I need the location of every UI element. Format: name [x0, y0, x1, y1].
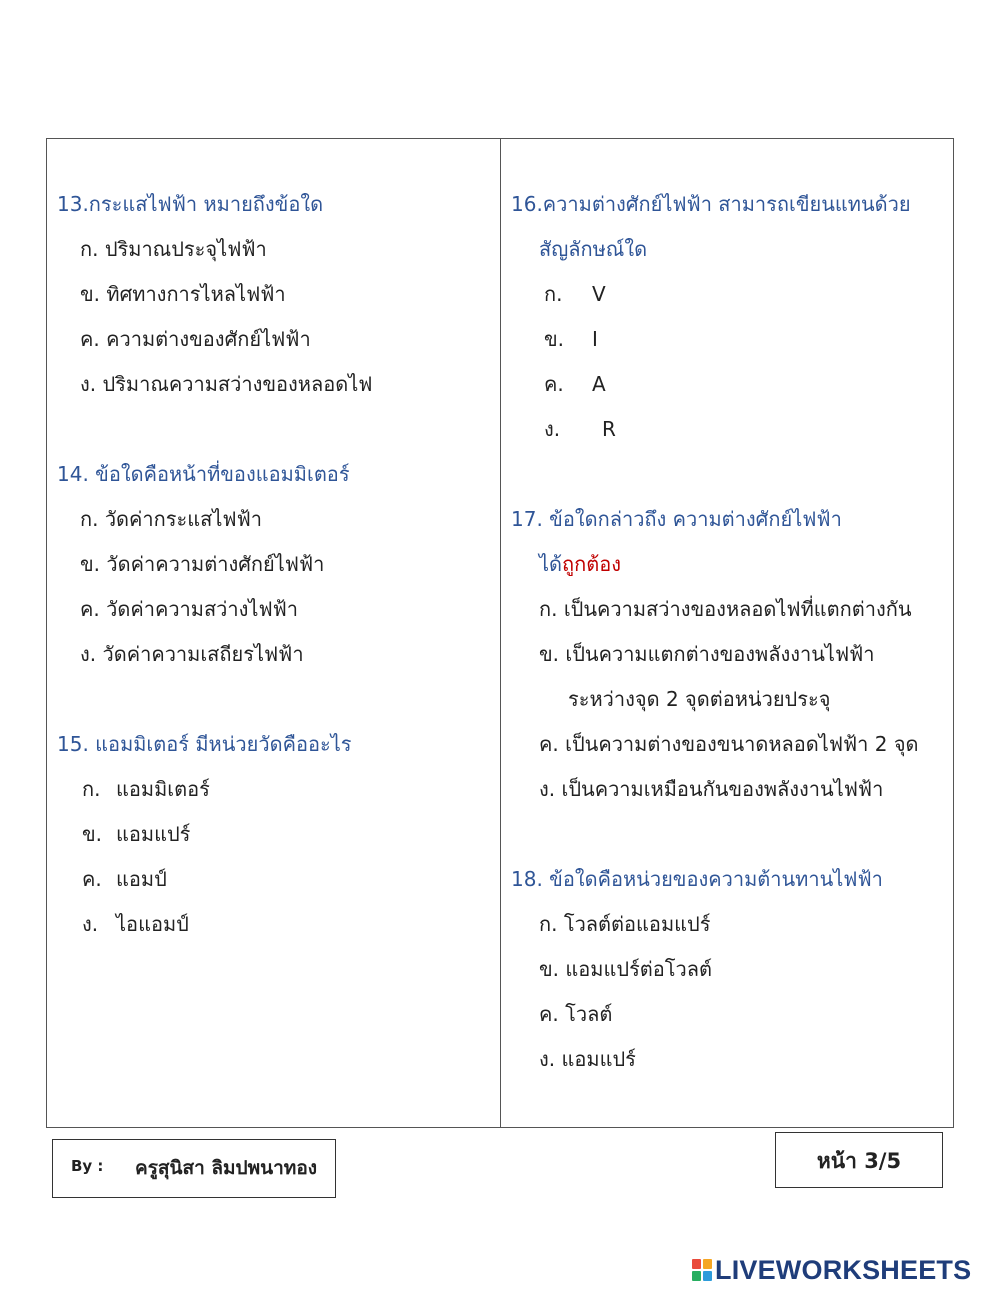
logo-square-red [692, 1259, 701, 1269]
q15-option-c[interactable] [82, 864, 167, 894]
option-letter: ค. [539, 1002, 559, 1026]
option-text: เป็นความต่างของขนาดหลอดไฟฟ้า 2 จุด [565, 732, 919, 756]
q18-option-c[interactable] [539, 999, 612, 1029]
page-number-box [775, 1132, 943, 1188]
q14-option-a[interactable] [80, 504, 262, 534]
q16-option-a[interactable] [544, 279, 606, 309]
option-text: แอมป์ [116, 867, 167, 891]
question-18: 18. ข้อใดคือหน่วยของความต้านทานไฟฟ้า [511, 867, 883, 891]
option-letter: ก. [539, 912, 558, 936]
option-letter: ค. [80, 327, 100, 351]
q16-option-c[interactable] [544, 369, 606, 399]
q15-option-b[interactable] [82, 819, 190, 849]
q17-option-b-line2: ระหว่างจุด 2 จุดต่อหน่วยประจุ [568, 687, 831, 711]
liveworksheets-icon [692, 1259, 712, 1281]
brand-name: LIVEWORKSHEETS [715, 1254, 972, 1285]
option-text: ปริมาณประจุไฟฟ้า [104, 237, 267, 261]
q13-option-a[interactable] [80, 234, 267, 264]
logo-square-yellow [703, 1259, 712, 1269]
option-letter: ค. [539, 732, 559, 756]
option-letter: ง. [539, 777, 556, 801]
option-text: ปริมาณความสว่างของหลอดไฟ [102, 372, 373, 396]
column-divider [500, 139, 501, 1127]
option-text: A [592, 372, 606, 396]
option-text: วัดค่ากระแสไฟฟ้า [104, 507, 262, 531]
q16-option-d[interactable] [544, 414, 616, 444]
option-letter: ง. [82, 912, 99, 936]
q17-option-c[interactable] [539, 729, 919, 759]
q18-option-d[interactable] [539, 1044, 636, 1074]
q17-option-d[interactable] [539, 774, 883, 804]
option-text: โวลต์ [565, 1002, 613, 1026]
option-text: แอมแปร์ต่อโวลต์ [565, 957, 713, 981]
question-17-line2 [539, 549, 621, 579]
option-text: R [602, 417, 616, 441]
page-number: หน้า 3/5 [816, 1149, 902, 1173]
q15-option-d[interactable] [82, 909, 189, 939]
option-letter: ข. [80, 552, 101, 576]
worksheet-table [46, 138, 954, 1128]
option-text: แอมมิเตอร์ [116, 777, 210, 801]
option-text: โวลต์ต่อแอมแปร์ [563, 912, 711, 936]
option-text: วัดค่าความสว่างไฟฟ้า [106, 597, 299, 621]
q18-option-a[interactable] [539, 909, 710, 939]
question-13: 13.กระแสไฟฟ้า หมายถึงข้อใด [57, 192, 324, 216]
logo-square-blue [703, 1271, 712, 1281]
option-letter: ข. [80, 282, 101, 306]
option-text: แอมแปร์ [116, 822, 191, 846]
q14-option-b[interactable] [80, 549, 324, 579]
question-16-line1: 16.ความต่างศักย์ไฟฟ้า สามารถเขียนแทนด้วย [511, 192, 911, 216]
option-letter: ข. [539, 642, 560, 666]
option-text: เป็นความสว่างของหลอดไฟที่แตกต่างกัน [563, 597, 912, 621]
option-letter: ก. [82, 777, 101, 801]
option-text: V [592, 282, 606, 306]
q13-option-d[interactable] [80, 369, 372, 399]
option-letter: ค. [82, 867, 102, 891]
question-17-emphasis: ถูกต้อง [562, 552, 622, 576]
question-17-line1: 17. ข้อใดกล่าวถึง ความต่างศักย์ไฟฟ้า [511, 507, 842, 531]
liveworksheets-logo [692, 1253, 971, 1287]
q13-option-b[interactable] [80, 279, 286, 309]
option-text: ไอแอมป์ [116, 912, 189, 936]
option-letter: ข. [544, 327, 565, 351]
option-letter: ง. [539, 1047, 556, 1071]
q17-option-a[interactable] [539, 594, 912, 624]
option-letter: ง. [544, 417, 561, 441]
question-16-line2: สัญลักษณ์ใด [539, 237, 648, 261]
option-text: เป็นความเหมือนกันของพลังงานไฟฟ้า [561, 777, 884, 801]
q17-option-b[interactable] [539, 639, 875, 669]
question-15: 15. แอมมิเตอร์ มีหน่วยวัดคืออะไร [57, 732, 352, 756]
q14-option-c[interactable] [80, 594, 298, 624]
option-text: วัดค่าความต่างศักย์ไฟฟ้า [106, 552, 325, 576]
q13-option-c[interactable] [80, 324, 311, 354]
option-letter: ก. [539, 597, 558, 621]
option-text: แอมแปร์ [561, 1047, 636, 1071]
option-text: ความต่างของศักย์ไฟฟ้า [106, 327, 311, 351]
option-text: วัดค่าความเสถียรไฟฟ้า [102, 642, 304, 666]
q15-option-a[interactable] [82, 774, 210, 804]
option-letter: ค. [544, 372, 564, 396]
option-letter: ง. [80, 642, 97, 666]
option-letter: ง. [80, 372, 97, 396]
option-letter: ก. [80, 237, 99, 261]
logo-square-green [692, 1271, 701, 1281]
author-name: ครูสุนิสา ลิมปพนาทอง [135, 1157, 318, 1179]
author-box [52, 1139, 336, 1198]
question-17-text: ได้ [539, 552, 563, 576]
option-text: I [592, 327, 598, 351]
q18-option-b[interactable] [539, 954, 712, 984]
by-label: By : [71, 1157, 104, 1175]
q14-option-d[interactable] [80, 639, 304, 669]
option-text: เป็นความแตกต่างของพลังงานไฟฟ้า [565, 642, 875, 666]
option-letter: ค. [80, 597, 100, 621]
question-14: 14. ข้อใดคือหน้าที่ของแอมมิเตอร์ [57, 462, 350, 486]
option-letter: ข. [82, 822, 103, 846]
option-letter: ก. [80, 507, 99, 531]
q16-option-b[interactable] [544, 324, 598, 354]
option-letter: ข. [539, 957, 560, 981]
option-text: ทิศทางการไหลไฟฟ้า [106, 282, 286, 306]
option-letter: ก. [544, 282, 563, 306]
